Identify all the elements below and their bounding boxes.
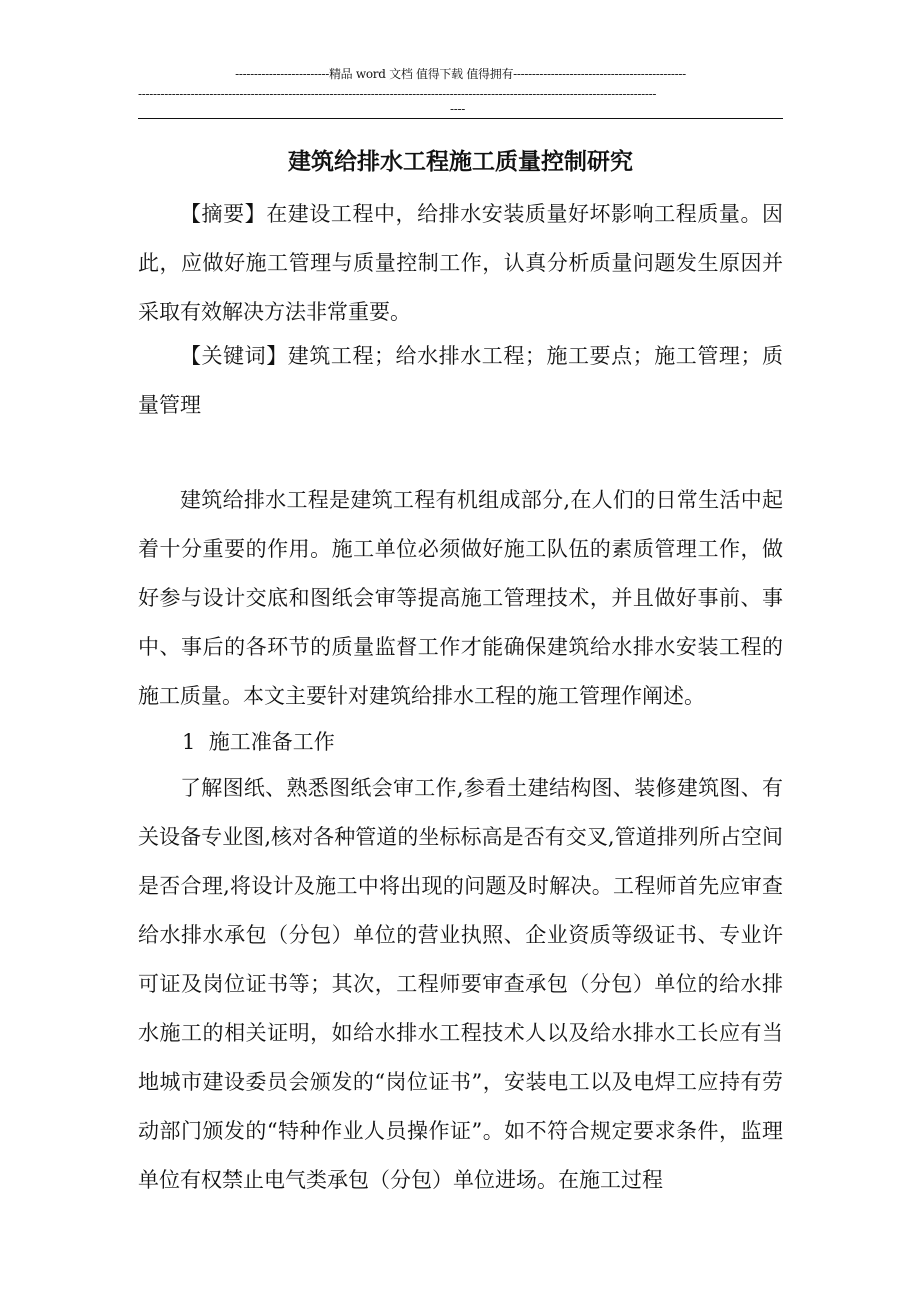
header-rule xyxy=(138,118,783,119)
abstract-paragraph: 【摘要】在建设工程中，给排水安装质量好坏影响工程质量。因此，应做好施工管理与质量控制工作，认真分析质量问题发生原因并采取有效解决方法非常重要。 xyxy=(138,202,783,324)
keywords-paragraph: 【关键词】建筑工程；给水排水工程；施工要点；施工管理；质量管理 xyxy=(138,344,783,417)
header-dash-tail: ---- xyxy=(450,102,466,116)
header-dash-line: ------------------------------------------------------------------------------------------------------------------------------------------ xyxy=(138,87,657,101)
section-body-paragraph: 了解图纸、熟悉图纸会审工作,参看土建结构图、装修建筑图、有关设备专业图,核对各种管道的坐标标高是否有交叉,管道排列所占空间是否合理,将设计及施工中将出现的问题及时解决。工程师首先应审查给水排水承包（分包）单位的营业执照、企业资质等级证书、专业许可证及岗位证书等；其次，工程师要审查承包（分包）单位的给水排水施工的相关证明，如给水排水工程技术人以及给水排水工长应有当地城市建设委员会颁发的“岗位证书”，安装电工以及电焊工应持有劳动部门颁发的“特种作业人员操作证”。如不符合规定要求条件，监理单位有权禁止电气类承包（分包）单位进场。在施工过程 xyxy=(138,776,783,1192)
document-title: 建筑给排水工程施工质量控制研究 xyxy=(288,148,633,175)
header-banner: -------------------------精品 word 文档 值得下载 值得拥有---------------------------------------------- xyxy=(235,67,686,81)
section-heading: 1 施工准备工作 xyxy=(182,730,335,754)
intro-paragraph: 建筑给排水工程是建筑工程有机组成部分,在人们的日常生活中起着十分重要的作用。施工单位必须做好施工队伍的素质管理工作，做好参与设计交底和图纸会审等提高施工管理技术，并且做好事前、事中、事后的各环节的质量监督工作才能确保建筑给水排水安装工程的施工质量。本文主要针对建筑给排水工程的施工管理作阐述。 xyxy=(138,488,783,708)
